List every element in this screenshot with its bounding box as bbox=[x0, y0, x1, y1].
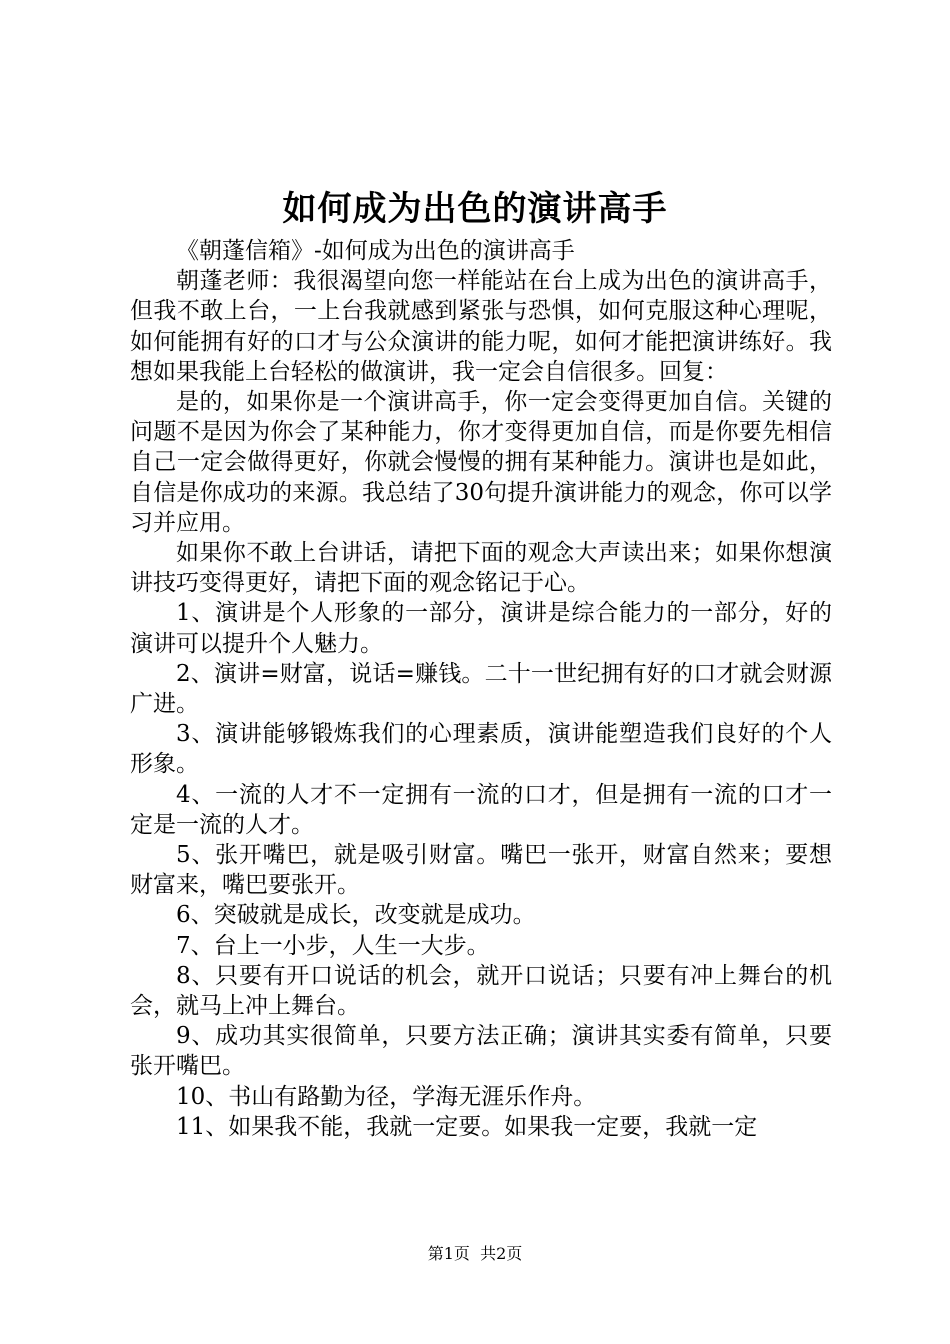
list-item-5: 5、张开嘴巴，就是吸引财富。嘴巴一张开，财富自然来；要想财富来，嘴巴要张开。 bbox=[130, 842, 832, 899]
list-item-8: 8、只要有开口说话的机会，就开口说话；只要有冲上舞台的机会，就马上冲上舞台。 bbox=[130, 962, 832, 1020]
list-item-7: 7、台上一小步，人生一大步。 bbox=[176, 932, 490, 959]
list-item-11: 11、如果我不能，我就一定要。如果我一定要，我就一定 bbox=[176, 1113, 758, 1140]
list-item-6: 6、突破就是成长，改变就是成功。 bbox=[176, 902, 536, 929]
list-item-2: 2、演讲=财富，说话=赚钱。二十一世纪拥有好的口才就会财源广进。 bbox=[130, 660, 832, 718]
list-item-3: 3、演讲能够锻炼我们的心理素质，演讲能塑造我们良好的个人形象。 bbox=[130, 721, 832, 778]
list-item-9: 9、成功其实很简单，只要方法正确；演讲其实委有简单，只要张开嘴巴。 bbox=[130, 1023, 832, 1080]
document-body bbox=[130, 236, 832, 1142]
list-item-10: 10、书山有路勤为径，学海无涯乐作舟。 bbox=[176, 1083, 597, 1110]
list-item-1: 1、演讲是个人形象的一部分，演讲是综合能力的一部分，好的演讲可以提升个人魅力。 bbox=[130, 600, 832, 657]
document-title: 如何成为出色的演讲高手 bbox=[282, 189, 668, 229]
page-total: 共2页 bbox=[480, 1244, 523, 1263]
paragraph-reply: 是的，如果你是一个演讲高手，你一定会变得更加自信。关键的问题不是因为你会了某种能力，你才变得更加自信，而是你要先相信自己一定会做得更好，你就会慢慢的拥有某种能力。演讲也是如此，自信是你成功的来源。我总结了30句提升演讲能力的观念，你可以学习并应用。 bbox=[130, 389, 832, 536]
paragraph-subtitle: 《朝蓬信箱》-如何成为出色的演讲高手 bbox=[176, 238, 575, 264]
list-item-4: 4、一流的人才不一定拥有一流的口才，但是拥有一流的口才一定是一流的人才。 bbox=[130, 781, 832, 838]
paragraph-letter: 朝蓬老师：我很渴望向您一样能站在台上成为出色的演讲高手，但我不敢上台，一上台我就感到紧张与恐惧，如何克服这种心理呢，如何能拥有好的口才与公众演讲的能力呢，如何才能把演讲练好。我想如果我能上台轻松的做演讲，我一定会自信很多。回复： bbox=[130, 268, 832, 385]
paragraph-intro: 如果你不敢上台讲话，请把下面的观念大声读出来；如果你想演讲技巧变得更好，请把下面的观念铭记于心。 bbox=[130, 540, 832, 597]
page-footer bbox=[0, 1243, 950, 1265]
page-number: 第1页 bbox=[427, 1244, 470, 1263]
